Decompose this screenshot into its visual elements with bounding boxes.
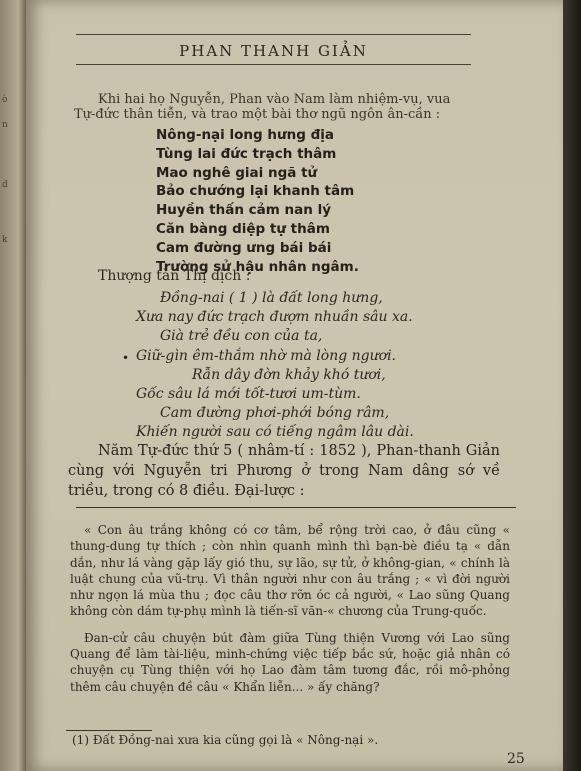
header-rule-top	[76, 34, 471, 35]
poem-line: Già trẻ đều con của ta,	[160, 328, 323, 345]
poem-line: Cam đường ưng bái bái	[156, 239, 332, 256]
poem-line: Tùng lai đức trạch thâm	[156, 145, 337, 162]
page-number: 25	[507, 751, 525, 767]
running-header: PHAN THANH GIẢN	[179, 42, 368, 60]
bullet-mark: •	[122, 351, 130, 365]
body-text: Năm Tự-đức thứ 5 ( nhâm-tí : 1852 ), Phan-thanh Giản cùng với Nguyễn tri Phương ở trong Nam dâng sớ về triều, trong có 8 điều. Đại-lược :	[68, 443, 500, 499]
poem-line: Rẫn dây đờn khảy khó tươi,	[192, 366, 386, 383]
poem-line: Trường sử hậu nhân ngâm.	[156, 258, 359, 275]
poem-line: Huyền thấn cảm nan lý	[156, 202, 331, 219]
footnote-rule	[66, 730, 152, 731]
poem-translation	[136, 289, 414, 443]
poem-line: Giữ-gìn êm-thắm nhờ mà lòng ngươi.	[136, 347, 396, 364]
intro-line-1: Khi hai họ Nguyễn, Phan vào Nam làm nhiệm-vụ, vua	[98, 92, 451, 107]
quoted-passage	[70, 522, 510, 705]
right-background-edge	[563, 0, 581, 771]
poem-line: Nông-nại long hưng địa	[156, 127, 334, 143]
poem-line: Khiến người sau có tiếng ngâm lâu dài.	[136, 424, 414, 441]
book-page	[26, 0, 563, 771]
poem-line: Xưa nay đức trạch đượm nhuần sâu xa.	[136, 309, 413, 326]
section-divider	[76, 507, 516, 508]
poem-line: Đồng-nai ( 1 ) là đất long hưng,	[160, 290, 383, 306]
intro-text	[74, 92, 484, 122]
footnote: (1) Đất Đồng-nai xưa kia cũng gọi là « Nông-nại ».	[72, 733, 379, 747]
translator-line: Thượng tàn Thị dịch :	[98, 268, 251, 284]
poem-line: Mao nghê giai ngã tử	[156, 164, 318, 181]
poem-line: Cam đường phơi-phới bóng râm,	[160, 405, 390, 422]
intro-line-2: Tự-đức thân tiễn, và trao một bài thơ ngũ ngôn ân-cần :	[74, 107, 441, 122]
quote-paragraph-1: « Con âu trắng không có cơ tâm, bể rộng trời cao, ở đâu cũng « thung-dung tự thích ; còn nhìn quanh mình thì bạn-bè điều tạ « dẫn dắn, như lá vàng gặp lấy gió thu, sự lão, sự tử, ở không-gian, « chính là luật chung của vũ-trụ. Vì thân người như con âu trắng ; « vì đời người như ngọn lá mùa thu ; đọc câu thơ rỡn óc cả người, « Lao sũng Quang không còn dám tự-phụ mình là tiến-sĩ văn-« chương của Trung-quốc.	[70, 523, 510, 619]
poem-line: Bảo chướng lại khanh tâm	[156, 183, 355, 200]
left-page-edge: ò n d k	[0, 0, 26, 771]
poem-line: Căn bàng diệp tự thâm	[156, 220, 330, 237]
body-paragraph	[68, 441, 500, 501]
quote-paragraph-2: Đan-cử câu chuyện bút đàm giữa Tùng thiện Vương với Lao sũng Quang để làm tài-liệu, minh-chứng việc tiếp bắc sứ, hoặc giả nhân có chuyện cụ Tùng thiện với họ Lao đàm tâm tương đắc, rồi mô-phỏng thêm câu chuyện đề câu « Khẩn liễn... » ấy chăng?	[70, 630, 510, 694]
poem-han-viet	[156, 126, 359, 276]
header-rule-bottom	[76, 64, 471, 65]
poem-line: Gốc sâu lá mới tốt-tươi um-tùm.	[136, 386, 361, 403]
